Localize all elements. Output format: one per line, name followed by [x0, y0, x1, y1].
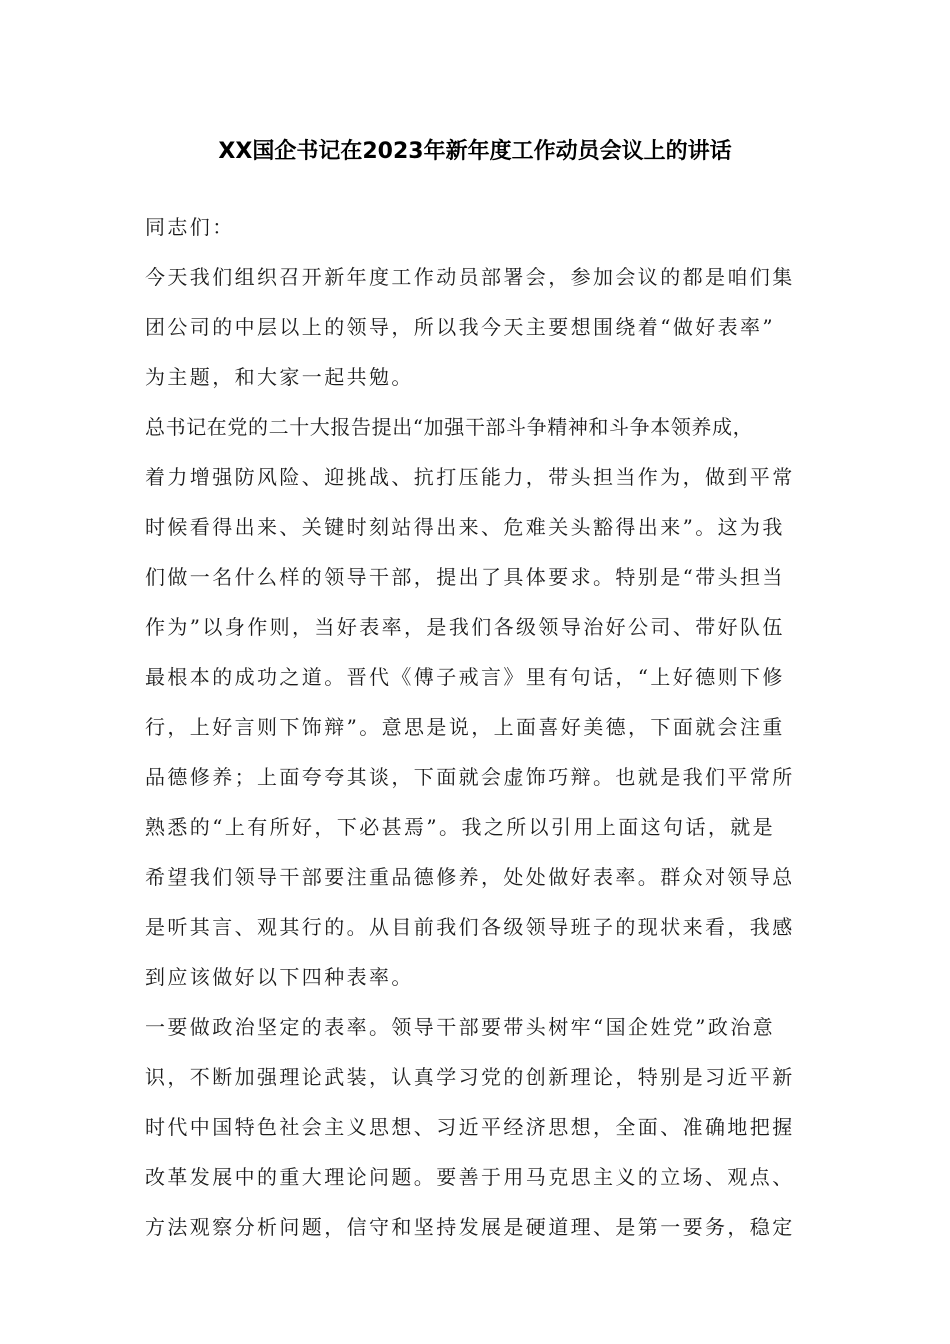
- paragraph-line: 团公司的中层以上的领导，所以我今天主要想围绕着“做好表率”: [145, 315, 776, 339]
- salutation: 同志们：: [145, 215, 235, 239]
- paragraph-line: 一要做政治坚定的表率。领导干部要带头树牢“国企姓党”政治意: [145, 1015, 776, 1039]
- paragraph-line: 希望我们领导干部要注重品德修养，处处做好表率。群众对领导总: [145, 865, 795, 889]
- paragraph-line: 着力增强防风险、迎挑战、抗打压能力，带头担当作为，做到平常: [145, 465, 795, 489]
- document-body: [145, 152, 815, 1252]
- paragraph-line: 今天我们组织召开新年度工作动员部署会，参加会议的都是咱们集: [145, 265, 795, 289]
- paragraph-line: 方法观察分析问题，信守和坚持发展是硬道理、是第一要务，稳定: [145, 1215, 795, 1239]
- paragraph-line: 作为”以身作则，当好表率，是我们各级领导治好公司、带好队伍: [145, 615, 785, 639]
- paragraph-line: 最根本的成功之道。晋代《傅子戒言》里有句话，“上好德则下修: [145, 665, 785, 689]
- document-title: XX国企书记在2023年新年度工作动员会议上的讲话: [218, 139, 732, 164]
- paragraph-line: 时代中国特色社会主义思想、习近平经济思想，全面、准确地把握: [145, 1115, 795, 1139]
- paragraph-line: 是听其言、观其行的。从目前我们各级领导班子的现状来看，我感: [145, 915, 795, 939]
- paragraph-line: 到应该做好以下四种表率。: [145, 965, 414, 989]
- paragraph-line: 识，不断加强理论武装，认真学习党的创新理论，特别是习近平新: [145, 1065, 795, 1089]
- paragraph-line: 总书记在党的二十大报告提出“加强干部斗争精神和斗争本领养成，: [145, 415, 754, 439]
- paragraph-line: 为主题，和大家一起共勉。: [145, 365, 414, 389]
- paragraph-line: 品德修养；上面夸夸其谈，下面就会虚饰巧辩。也就是我们平常所: [145, 765, 795, 789]
- paragraph-line: 熟悉的“上有所好，下必甚焉”。我之所以引用上面这句话，就是: [145, 815, 776, 839]
- paragraph-line: 时候看得出来、关键时刻站得出来、危难关头豁得出来”。这为我: [145, 515, 785, 539]
- paragraph-line: 改革发展中的重大理论问题。要善于用马克思主义的立场、观点、: [145, 1165, 795, 1189]
- paragraph-line: 们做一名什么样的领导干部，提出了具体要求。特别是“带头担当: [145, 565, 785, 589]
- paragraph-line: 行，上好言则下饰辩”。意思是说，上面喜好美德，下面就会注重: [145, 715, 785, 739]
